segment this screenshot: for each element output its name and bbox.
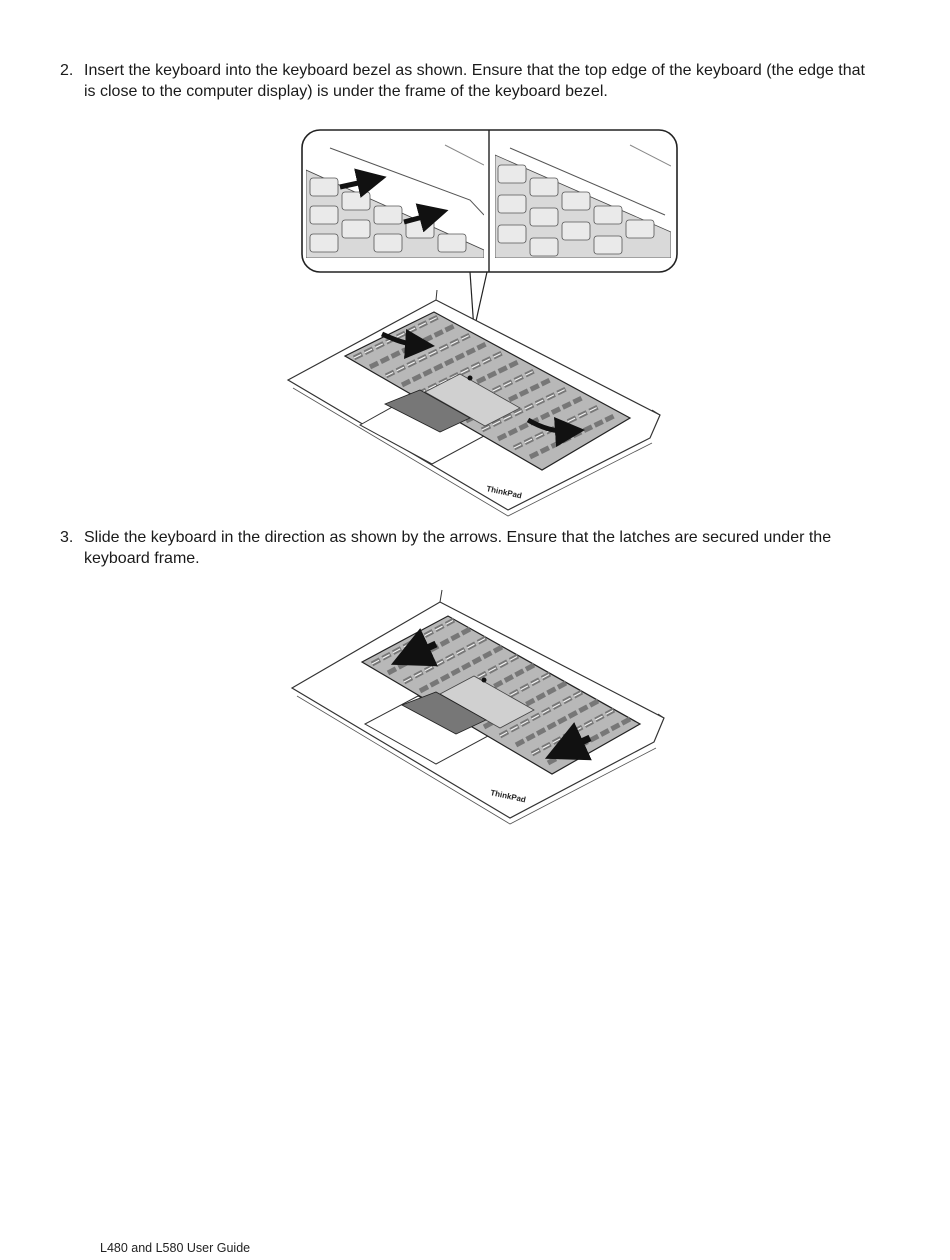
step-number: 2. [60, 62, 74, 79]
callout-detail [302, 130, 677, 272]
keyboard-slide-figure [292, 590, 664, 824]
step-text: Slide the keyboard in the direction as shown by the arrows. Ensure that the latches are secured under the keyboard frame. [84, 529, 832, 567]
thinkpad-logo: ThinkPad [485, 484, 523, 501]
step-number: 3. [60, 529, 74, 546]
page-footer: L480 and L580 User Guide [100, 1241, 251, 1255]
thinkpad-logo: ThinkPad [489, 788, 527, 805]
keyboard-insert-figure [288, 130, 677, 516]
step-text: Insert the keyboard into the keyboard bezel as shown. Ensure that the top edge of the keyboard (the edge that is close to the computer display) is under the frame of the keyboard bezel. [84, 62, 865, 100]
